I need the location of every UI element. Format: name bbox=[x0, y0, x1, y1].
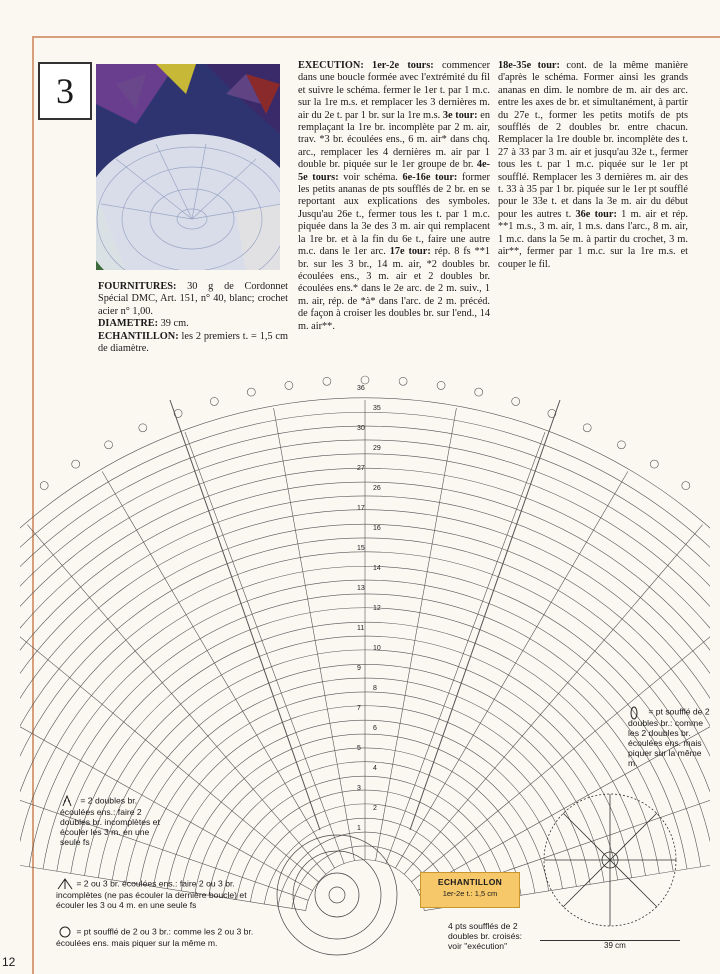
rounds-4-5-text: voir schéma. bbox=[343, 171, 398, 183]
row-number-label: 14 bbox=[373, 565, 381, 572]
round-36-label: 36e tour: bbox=[575, 208, 617, 220]
legend-double-treble-cluster bbox=[60, 795, 170, 847]
round-17-label: 17e tour: bbox=[389, 246, 431, 258]
legend-c-text: = pt soufflé de 2 ou 3 br.: comme les 2 ou 3 br. écoulées ens. mais piquer sur la même m. bbox=[56, 926, 254, 948]
rounds-4-5-label: 4e-5e tours: bbox=[298, 159, 490, 183]
row-number-label: 29 bbox=[373, 445, 381, 452]
row-number-label: 4 bbox=[373, 765, 377, 772]
diameter-label: DIAMETRE: bbox=[98, 318, 159, 330]
row-number-label: 13 bbox=[357, 585, 365, 592]
row-number-label: 1 bbox=[357, 825, 361, 832]
row-number-label: 9 bbox=[357, 665, 361, 672]
materials-label: FOURNITURES: bbox=[98, 281, 177, 292]
rounds-18-35-label: 18e-35e tour: bbox=[498, 60, 560, 71]
rounds-1-2-text: commencer dans une boucle formée avec l'extrémité du fil et suivre le schéma. fermer le 1er t. par 1 m.c. sur la 1re m.s. et remplacer les 3 dernières m. air du 2e t. par 1 br. sur la 1re m.s. bbox=[298, 60, 491, 121]
rounds-6-16-label: 6e-16e tour: bbox=[402, 171, 458, 183]
row-number-label: 35 bbox=[373, 405, 381, 412]
row-number-label: 16 bbox=[373, 525, 381, 532]
rounds-6-16-text: former les petits ananas de pts soufflés de 2 br. en se reportant aux explications des symboles. Jusqu'au 26e t., fermer tous les t. par 1 m.c. piquée dans la 3e des 3 m. air qui remplacent la 1re br. et à la fin du 6e t., faire une autre m.c. dans le 1er arc. bbox=[298, 171, 490, 258]
legend-puff-stitch bbox=[56, 926, 276, 948]
row-number-label: 30 bbox=[357, 425, 365, 432]
materials-block bbox=[98, 281, 288, 355]
row-number-label: 12 bbox=[373, 605, 381, 612]
rounds-18-35-text: cont. de la même manière d'après le schéma. Former ainsi les grands ananas en dim. le nombre de m. air des arc. entre les axes de br. et simultanément, à partir du 27e t., former les petits motifs de pts soufflés de 2 doubles br. entre chacun. Remplacer la 1re double br. incomplète des t. 27 à 33 par 3 m. air et jusqu'au 32e t., fermer tous les t. par 1 m.c. piquée sur le 1er pt soufflé. Remplacer les 3 dernières m. air des t. 33 à 35 par 1 br. piquée sur le 1er pt soufflé pour le 33e t. et dans la 3e m. air du début pour les autres t. bbox=[498, 60, 689, 220]
legend-double-puff bbox=[628, 706, 710, 768]
row-number-label: 15 bbox=[357, 545, 365, 552]
sample-label-box bbox=[420, 872, 520, 908]
row-number-label: 11 bbox=[357, 625, 365, 632]
row-number-label: 8 bbox=[373, 685, 377, 692]
cluster-symbol-icon bbox=[60, 795, 78, 807]
row-number-label: 10 bbox=[373, 645, 381, 652]
treble-cluster-icon bbox=[56, 878, 74, 890]
row-number-label: 5 bbox=[357, 745, 361, 752]
legend-a-text: = 2 doubles br. écoulées ens.: faire 2 doubles br. incomplètes et écouler les 3 m. en une seule fs bbox=[60, 795, 160, 847]
dimension-label: 39 cm bbox=[604, 941, 626, 950]
legend-crossed-puffs bbox=[448, 921, 538, 951]
legend-b-text: = 2 ou 3 br. écoulées ens.: faire 2 ou 3 br. incomplètes (ne pas écouler la dernière boucle) et écouler les 3 ou 4 m. en une seule fs bbox=[56, 878, 247, 910]
double-puff-icon bbox=[628, 706, 646, 718]
sample-label-sub: 1er-2e t.: 1,5 cm bbox=[442, 889, 498, 898]
gauge-text: les 2 premiers t. = 1,5 cm de diamètre. bbox=[98, 330, 289, 355]
row-number-label: 17 bbox=[357, 505, 365, 512]
round-17-text: rép. 8 fs **1 br. sur les 3 br., 14 m. air, *2 doubles br. écoulées ens., 3 m. air et 2 doubles br. écoulées ens.* dans le 2e arc. de 2 m. suiv., 1 m. air, rép. de *à* dans l'arc. de 2 m. précéd. de façon à croiser les doubles br. sur l'end., 14 m. air**. bbox=[298, 246, 490, 332]
rounds-1-2-label: EXECUTION: 1er-2e tours: bbox=[298, 60, 434, 71]
round-3-label: 3e tour: bbox=[442, 109, 478, 121]
row-number-label: 2 bbox=[373, 805, 377, 812]
row-number-label: 36 bbox=[357, 385, 365, 392]
execution-column-2 bbox=[498, 60, 688, 271]
row-number-label: 26 bbox=[373, 485, 381, 492]
row-number-label: 6 bbox=[373, 725, 377, 732]
materials-text: 30 g de Cordonnet Spécial DMC, Art. 151, n° 40, blanc; crochet acier n° 1,00. bbox=[98, 281, 289, 317]
gauge-label: ECHANTILLON: bbox=[98, 330, 179, 342]
sample-label-title: ECHANTILLON bbox=[437, 877, 503, 887]
row-number-label: 3 bbox=[357, 785, 361, 792]
legend-e-text: 4 pts soufflés de 2 doubles br. croisés: voir "exécution" bbox=[448, 921, 523, 951]
row-number-label: 27 bbox=[357, 465, 365, 472]
sample-rounds-diagram bbox=[262, 820, 412, 960]
legend-d-text: = pt soufflé de 2 doubles br.: comme les 2 doubles br. écoulées ens. mais piquer sur la même m. bbox=[628, 706, 710, 768]
pattern-number: 3 bbox=[38, 62, 92, 120]
puff-stitch-icon bbox=[56, 926, 74, 938]
doily-photo bbox=[96, 64, 280, 270]
diameter-text: 39 cm. bbox=[160, 318, 189, 330]
round-3-text: en remplaçant la 1re br. incomplète par 2 m. air, trav. *3 br. écoulées ens., 6 m. air* dans chq. arc., remplacer les 4 dernières m. air par 1 double br. piquée sur le 1er groupe de br. bbox=[298, 109, 490, 171]
round-36-text: 1 m. air et rép. **1 m.s., 3 m. air, 1 m.s. dans l'arc., 8 m. air, 1 m.c. dans la 5e m. à partir du crochet, 3 m. air**, fermer par 1 m.c. sur la 1re m.s. et couper le fil. bbox=[498, 208, 689, 270]
page-number: 12 bbox=[2, 955, 16, 969]
doily-overview-diagram bbox=[540, 790, 680, 930]
execution-column-1 bbox=[298, 60, 490, 333]
row-number-label: 7 bbox=[357, 705, 361, 712]
legend-treble-cluster bbox=[56, 878, 276, 910]
